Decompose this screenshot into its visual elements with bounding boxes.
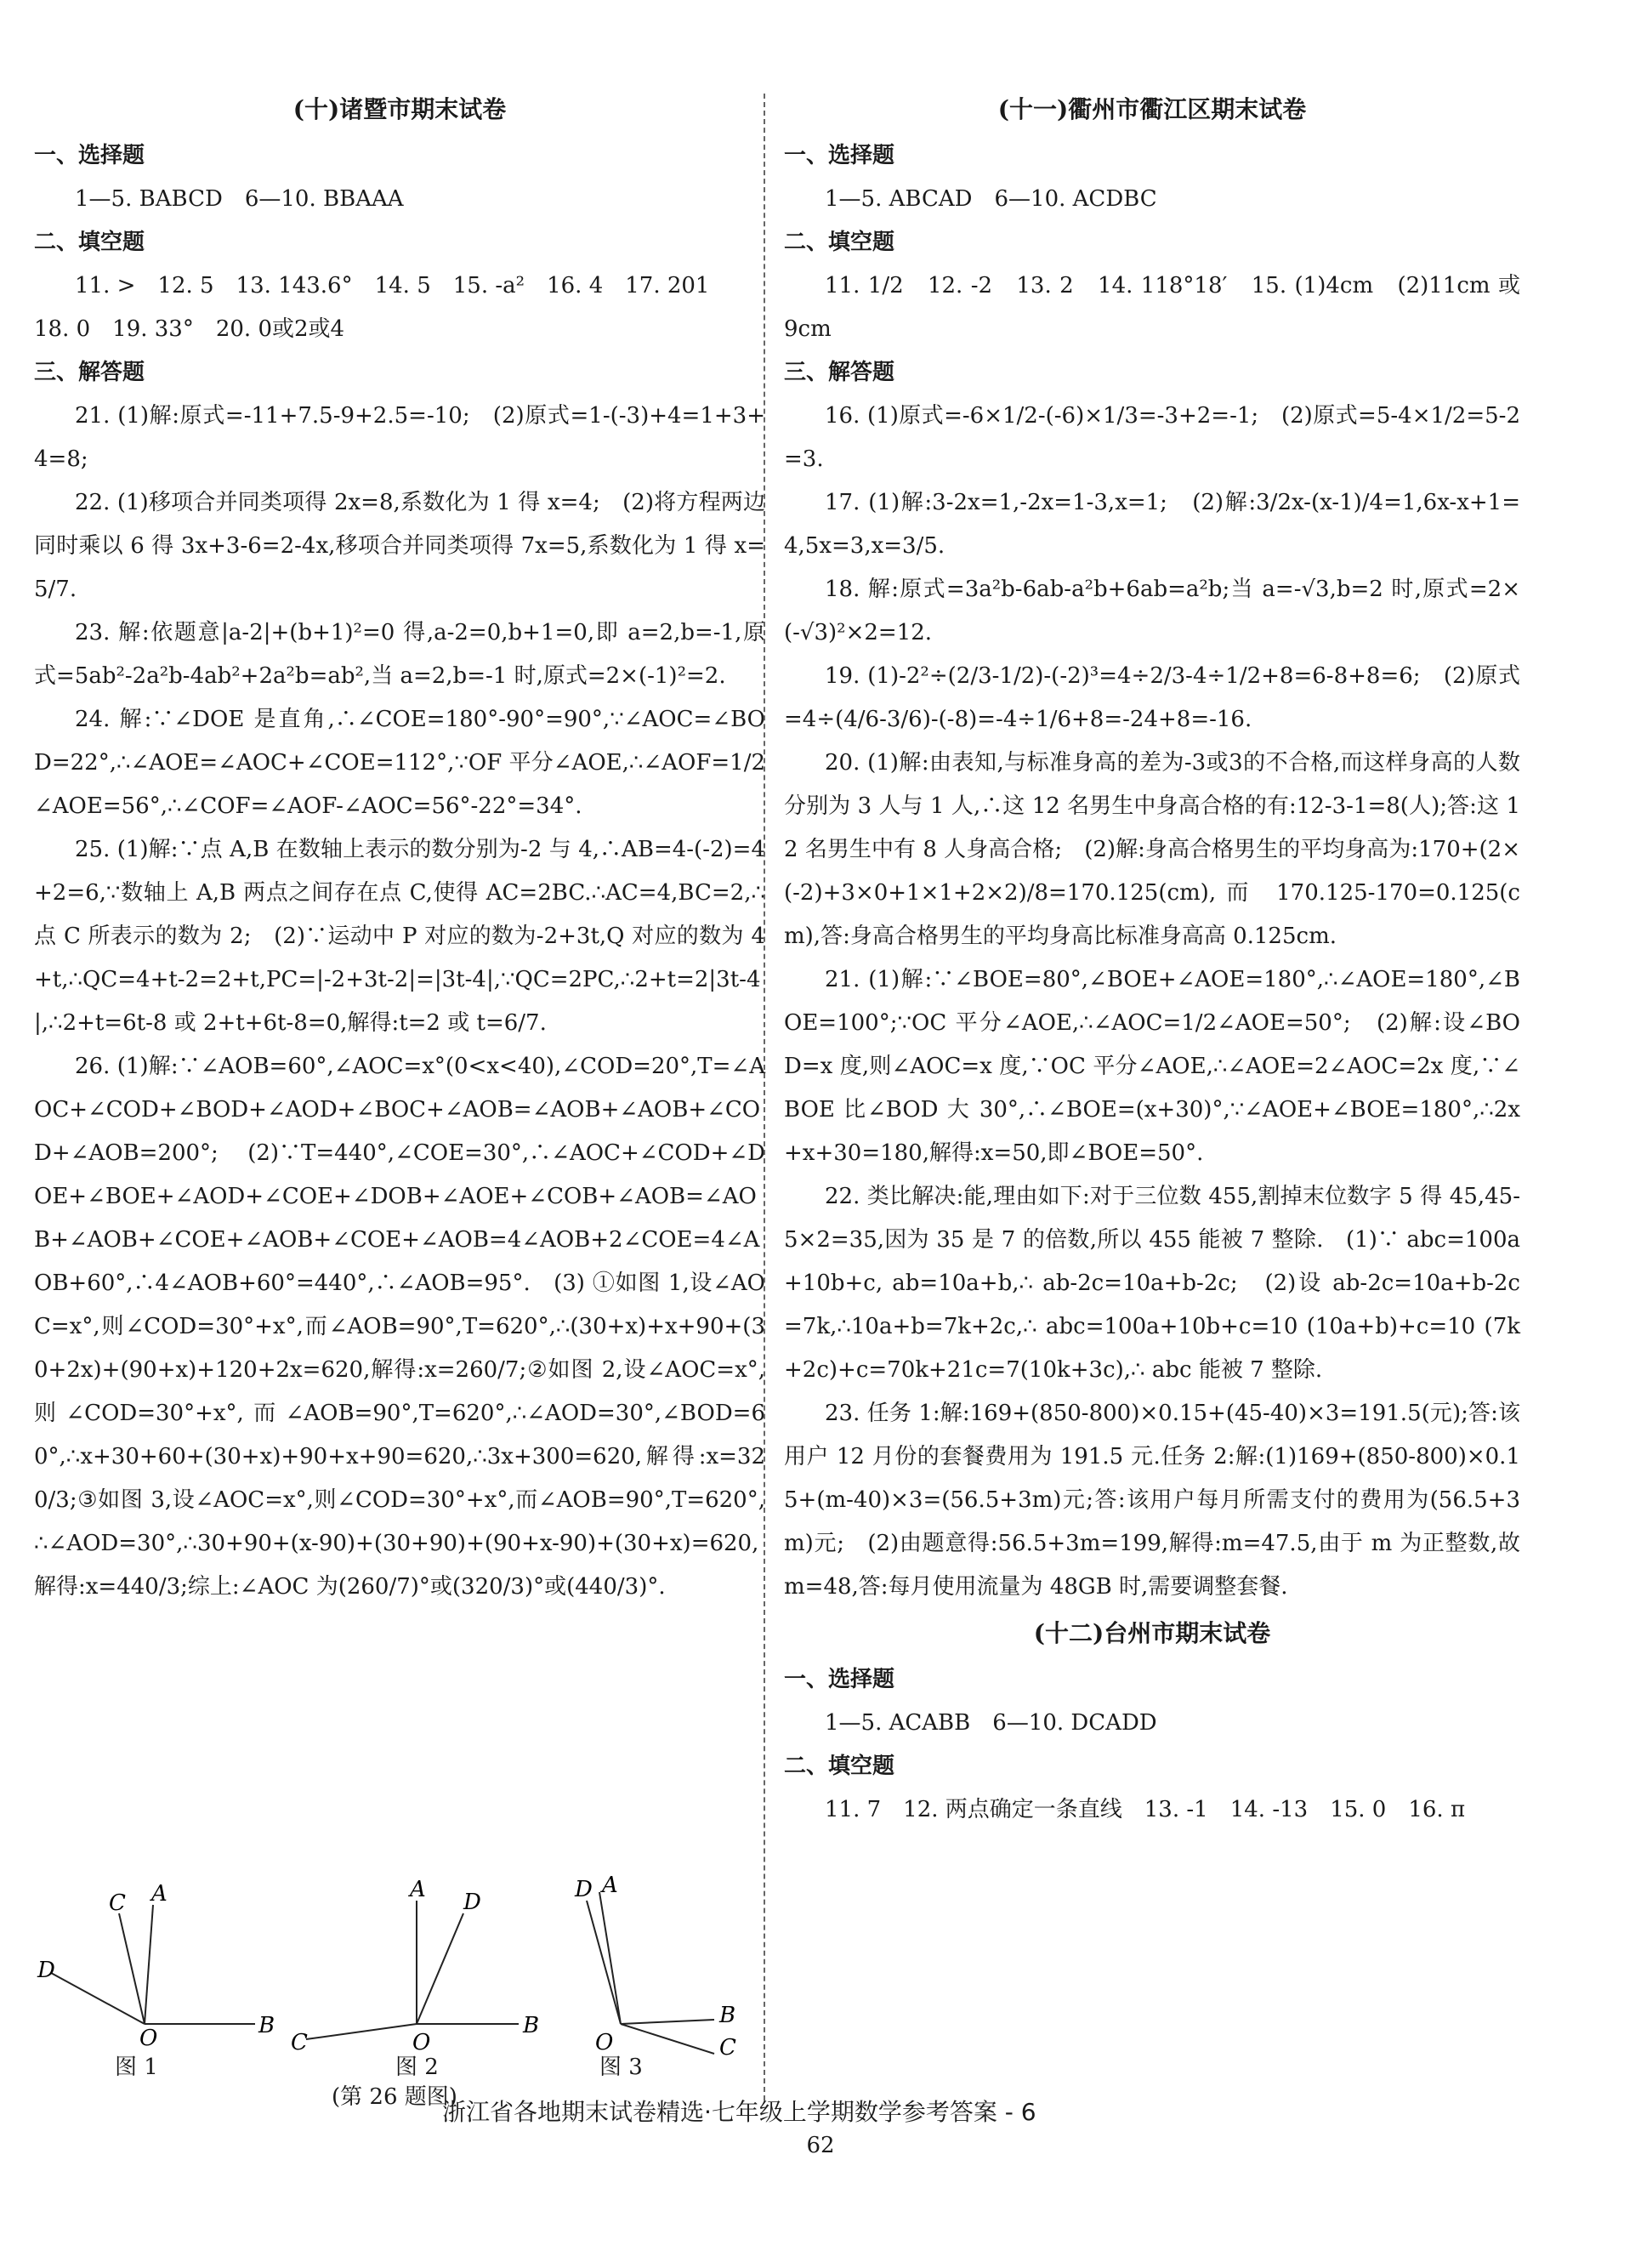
left-column <box>34 85 765 1609</box>
angle-diagrams <box>34 1871 765 2058</box>
answer-22: 22. (1)移项合并同类项得 2x=8,系数化为 1 得 x=4; (2)将方程两边同时乘以 6 得 3x+3-6=2-4x,移项合并同类项得 7x=5,系数化为 1 得 x=5/7. <box>34 490 765 602</box>
answer-22-r: 22. 类比解决:能,理由如下:对于三位数 455,割掉末位数字 5 得 45,45-5×2=35,因为 35 是 7 的倍数,所以 455 能被 7 整除. (1)∵ abc=100a+10b+c, ab=10a+b,∴ ab-2c=10a+b-2c; (2)设 ab-2c=10a+b-2c=7k,∴10a+b=7k+2c,∴ abc=100a+10b+c=10 (10a+b)+c=10 (7k+2c)+c=70k+21c=7(10k+3c),∴ abc 能被 7 整除. <box>784 1184 1520 1383</box>
page-footer: 浙江省各地期末试卷精选·七年级上学期数学参考答案 - 6 <box>442 2098 1036 2126</box>
right-column <box>784 85 1520 1832</box>
fig2-label-D: D <box>463 1890 481 1915</box>
answer-21: 21. (1)解:原式=-11+7.5-9+2.5=-10; (2)原式=1-(-3)+4=1+3+4=8; <box>34 403 765 472</box>
answer-17: 17. (1)解:3-2x=1,-2x=1-3,x=1; (2)解:3/2x-(x-1)/4=1,6x-x+1=4,5x=3,x=3/5. <box>784 490 1520 559</box>
answer-24: 24. 解:∵∠DOE 是直角,∴∠COE=180°-90°=90°,∵∠AOC=∠BOD=22°,∴∠AOE=∠AOC+∠COE=112°,∵OF 平分∠AOE,∴∠AOF=1/2∠AOE=56°,∴∠COF=∠AOF-∠AOC=56°-22°=34°. <box>34 707 765 819</box>
figure-caption: (第 26 题图) <box>332 2084 457 2110</box>
answer-25: 25. (1)解:∵点 A,B 在数轴上表示的数分别为-2 与 4,∴AB=4-(-2)=4+2=6,∵数轴上 A,B 两点之间存在点 C,使得 AC=2BC.∴AC=4,BC=2,∴点 C 所表示的数为 2; (2)∵运动中 P 对应的数为-2+3t,Q 对应的数为 4+t,∴QC=4+t-2=2+t,PC=|-2+3t-2|=|3t-4|,∵QC=2PC,∴2+t=2|3t-4|,∴2+t=6t-8 或 2+t+6t-8=0,解得:t=2 或 t=6/7. <box>34 837 765 1036</box>
fig1-label-C: C <box>109 1890 126 1916</box>
fig1-label-A: A <box>151 1881 168 1907</box>
fig3-label-C: C <box>719 2035 736 2058</box>
answer-23-r: 23. 任务 1:解:169+(850-800)×0.15+(45-40)×3=191.5(元);答:该用户 12 月份的套餐费用为 191.5 元.任务 2:解:(1)169+(850-800)×0.15+(m-40)×3=(56.5+3m)元;答:该用户每月所需支付的费用为(56.5+3m)元; (2)由题意得:56.5+3m=199,解得:m=47.5,由于 m 为正整数,故 m=48,答:每月使用流量为 48GB 时,需要调整套餐. <box>784 1401 1520 1600</box>
choice-heading: 一、选择题 <box>34 143 145 168</box>
solve-heading-11: 三、解答题 <box>784 360 895 385</box>
fill-answers-11: 11. 1/2 12. -2 13. 2 14. 118°18′ 15. (1)4cm (2)11cm 或 9cm <box>784 273 1520 342</box>
choice-answers-11: 1—5. ABCAD 6—10. ACDBC <box>825 186 1157 212</box>
section-title-10: (十)诸暨市期末试卷 <box>292 95 507 123</box>
column-divider <box>764 94 765 2100</box>
answer-23: 23. 解:依题意|a-2|+(b+1)²=0 得,a-2=0,b+1=0,即 a=2,b=-1,原式=5ab²-2a²b-4ab²+2a²b=ab²,当 a=2,b=-1 时,原式=2×(-1)²=2. <box>34 620 765 689</box>
section-title-12: (十二)台州市期末试卷 <box>1033 1619 1271 1647</box>
fig3-label-B: B <box>719 2003 736 2028</box>
fig3-caption: 图 3 <box>599 2055 643 2080</box>
fig2-label-O: O <box>412 2030 431 2055</box>
fig2-label-B: B <box>523 2013 540 2038</box>
section-title-11: (十一)衢州市衢江区期末试卷 <box>997 95 1307 123</box>
fig3-label-O: O <box>595 2030 614 2055</box>
answer-18: 18. 解:原式=3a²b-6ab-a²b+6ab=a²b;当 a=-√3,b=2 时,原式=2×(-√3)²×2=12. <box>784 577 1520 645</box>
fig1-label-D: D <box>37 1958 55 1983</box>
fill-heading: 二、填空题 <box>34 230 145 255</box>
answer-16: 16. (1)原式=-6×1/2-(-6)×1/3=-3+2=-1; (2)原式=5-4×1/2=5-2=3. <box>784 403 1520 472</box>
figure-2-diagram <box>306 1901 519 2039</box>
answer-20: 20. (1)解:由表知,与标准身高的差为-3或3的不合格,而这样身高的人数分别为 3 人与 1 人,∴这 12 名男生中身高合格的有:12-3-1=8(人);答:这 12 名男生中有 8 人身高合格; (2)解:身高合格男生的平均身高为:170+(2×(-2)+3×0+1×1+2×2)/8=170.125(cm),而 170.125-170=0.125(cm),答:身高合格男生的平均身高比标准身高高 0.125cm. <box>784 750 1520 949</box>
answer-21-r: 21. (1)解:∵∠BOE=80°,∠BOE+∠AOE=180°,∴∠AOE=180°,∠BOE=100°;∵OC 平分∠AOE,∴∠AOC=1/2∠AOE=50°; (2)解:设∠BOD=x 度,则∠AOC=x 度,∵OC 平分∠AOE,∴∠AOE=2∠AOC=2x 度,∵∠BOE 比∠BOD 大 30°,∴∠BOE=(x+30)°,∵∠AOE+∠BOE=180°,∴2x+x+30=180,解得:x=50,即∠BOE=50°. <box>784 967 1520 1166</box>
figure-26 <box>34 1871 765 2110</box>
fill-heading-11: 二、填空题 <box>784 230 895 255</box>
answer-19: 19. (1)-2²÷(2/3-1/2)-(-2)³=4÷2/3-4÷1/2+8=6-8+8=6; (2)原式=4÷(4/6-3/6)-(-8)=-4÷1/6+8=-24+8=-16. <box>784 663 1520 732</box>
page-number: 62 <box>806 2133 835 2158</box>
fig2-label-C: C <box>291 2030 308 2055</box>
choice-heading-11: 一、选择题 <box>784 143 895 168</box>
fig1-label-B: B <box>258 2013 275 2038</box>
figure-1-diagram <box>51 1905 255 2024</box>
solve-heading: 三、解答题 <box>34 360 145 385</box>
choice-heading-12: 一、选择题 <box>784 1667 895 1692</box>
fill-heading-12: 二、填空题 <box>784 1754 895 1779</box>
fig2-caption: 图 2 <box>395 2055 439 2080</box>
choice-answers-12: 1—5. ACABB 6—10. DCADD <box>825 1710 1157 1736</box>
choice-answers: 1—5. BABCD 6—10. BBAAA <box>75 186 404 212</box>
fill-answers-2: 18. 0 19. 33° 20. 0或2或4 <box>34 316 345 342</box>
fig3-label-A: A <box>602 1873 618 1898</box>
fig1-caption: 图 1 <box>115 2055 158 2080</box>
fill-answers-12: 11. 7 12. 两点确定一条直线 13. -1 14. -13 15. 0 16. π <box>825 1797 1466 1822</box>
answer-26: 26. (1)解:∵∠AOB=60°,∠AOC=x°(0<x<40),∠COD=20°,T=∠AOC+∠COD+∠BOD+∠AOD+∠BOC+∠AOB=∠AOB+∠AOB+∠COD+∠AOB=200°; (2)∵T=440°,∠COE=30°,∴∠AOC+∠COD+∠DOE+∠BOE+∠AOD+∠COE+∠DOB+∠AOE+∠COB+∠AOB=∠AOB+∠AOB+∠COE+∠AOB+∠COE+∠AOB=4∠AOB+2∠COE=4∠AOB+60°,∴4∠AOB+60°=440°,∴∠AOB=95°. (3) ①如图 1,设∠AOC=x°,则∠COD=30°+x°,而∠AOB=90°,T=620°,∴(30+x)+x+90+(30+2x)+(90+x)+120+2x=620,解得:x=260/7;②如图 2,设∠AOC=x°,则∠COD=30°+x°,而∠AOB=90°,T=620°,∴∠AOD=30°,∠BOD=60°,∴x+30+60+(30+x)+90+x+90=620,∴3x+300=620,解得:x=320/3;③如图 3,设∠AOC=x°,则∠COD=30°+x°,而∠AOB=90°,T=620°,∴∠AOD=30°,∴30+90+(x-90)+(30+90)+(90+x-90)+(30+x)=620,解得:x=440/3;综上:∠AOC 为(260/7)°或(320/3)°或(440/3)°. <box>34 1054 765 1600</box>
fig1-label-O: O <box>139 2026 158 2051</box>
fig3-label-D: D <box>575 1877 593 1902</box>
fig2-label-A: A <box>410 1877 426 1902</box>
fill-answers-1: 11. > 12. 5 13. 143.6° 14. 5 15. -a² 16. 4 17. 201 <box>75 273 710 298</box>
